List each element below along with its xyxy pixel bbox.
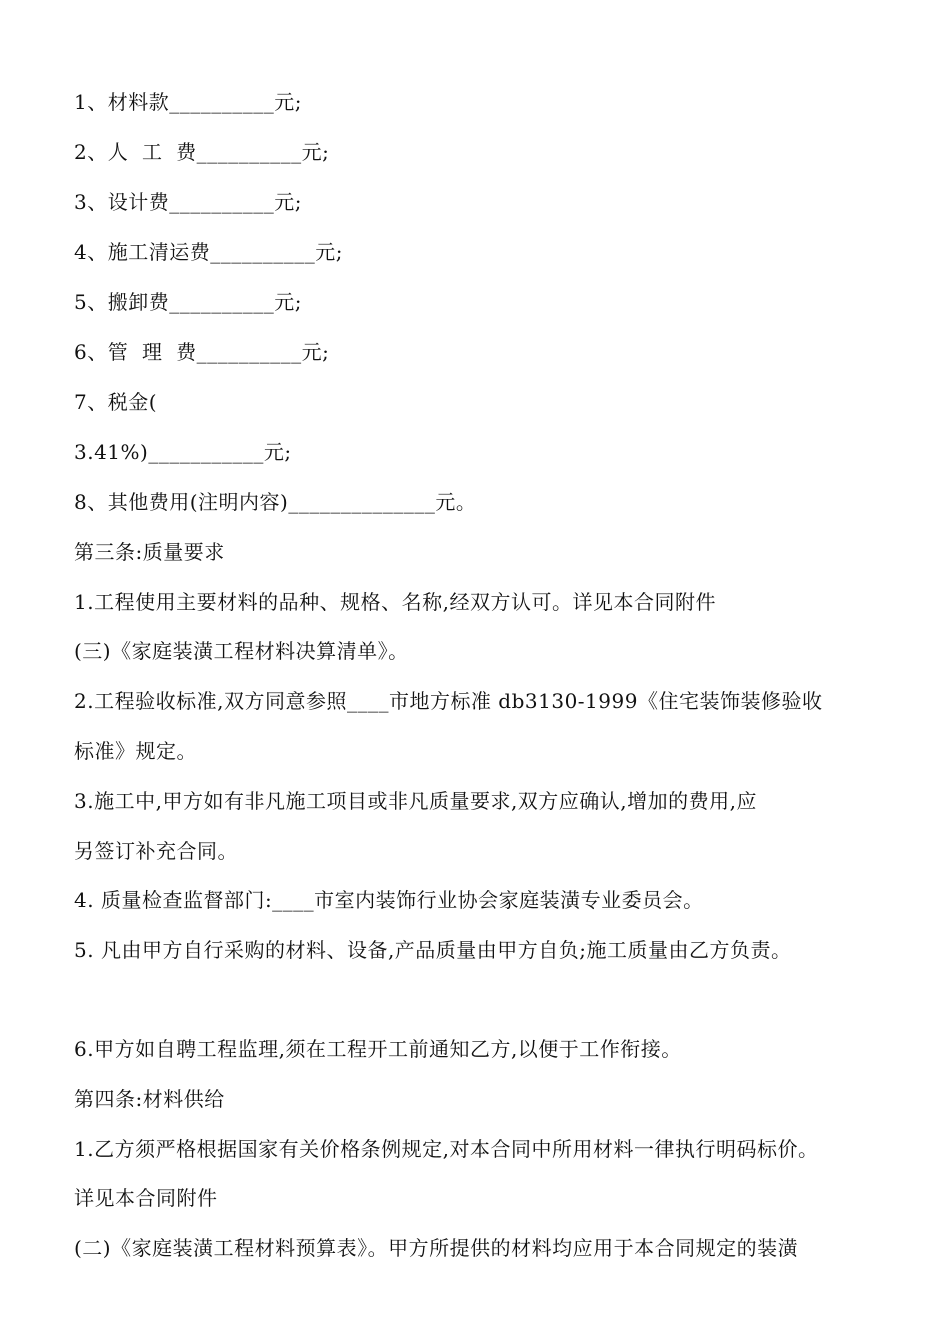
text-line-fee-materials: 1、材料款__________元; [74, 90, 302, 114]
text-line-tax-label: 7、税金( [74, 390, 158, 414]
section-heading-quality: 第三条:质量要求 [74, 540, 225, 564]
text-line-quality-3: 3.施工中,甲方如有非凡施工项目或非凡质量要求,双方应确认,增加的费用,应 [74, 789, 758, 813]
text-line-materials-1-cont: 详见本合同附件 [74, 1186, 218, 1210]
text-line-quality-3-cont: 另签订补充合同。 [74, 839, 238, 863]
text-line-quality-1-cont: (三)《家庭装潢工程材料决算清单》。 [74, 639, 409, 663]
text-line-fee-other: 8、其他费用(注明内容)______________元。 [74, 490, 477, 514]
text-line-tax-rate: 3.41%)___________元; [74, 440, 292, 464]
text-line-quality-2-cont: 标准》规定。 [74, 739, 197, 763]
text-line-fee-labor: 2、人 工 费__________元; [74, 140, 330, 164]
text-line-quality-1: 1.工程使用主要材料的品种、规格、名称,经双方认可。详见本合同附件 [74, 590, 716, 614]
text-line-fee-cleanup: 4、施工清运费__________元; [74, 240, 343, 264]
text-line-materials-1: 1.乙方须严格根据国家有关价格条例规定,对本合同中所用材料一律执行明码标价。 [74, 1137, 819, 1161]
text-line-quality-4: 4. 质量检查监督部门:____市室内装饰行业协会家庭装潢专业委员会。 [74, 888, 704, 912]
text-line-fee-design: 3、设计费__________元; [74, 190, 302, 214]
text-line-fee-management: 6、管 理 费__________元; [74, 340, 330, 364]
text-line-quality-6: 6.甲方如自聘工程监理,须在工程开工前通知乙方,以便于工作衔接。 [74, 1037, 682, 1061]
text-line-quality-5: 5. 凡由甲方自行采购的材料、设备,产品质量由甲方自负;施工质量由乙方负责。 [74, 938, 792, 962]
text-line-fee-moving: 5、搬卸费__________元; [74, 290, 302, 314]
text-line-quality-2: 2.工程验收标准,双方同意参照____市地方标准 db3130-1999《住宅装饰装修验收 [74, 689, 823, 713]
section-heading-materials: 第四条:材料供给 [74, 1087, 225, 1111]
text-line-materials-1-cont-2: (二)《家庭装潢工程材料预算表》。甲方所提供的材料均应用于本合同规定的装潢 [74, 1236, 799, 1260]
